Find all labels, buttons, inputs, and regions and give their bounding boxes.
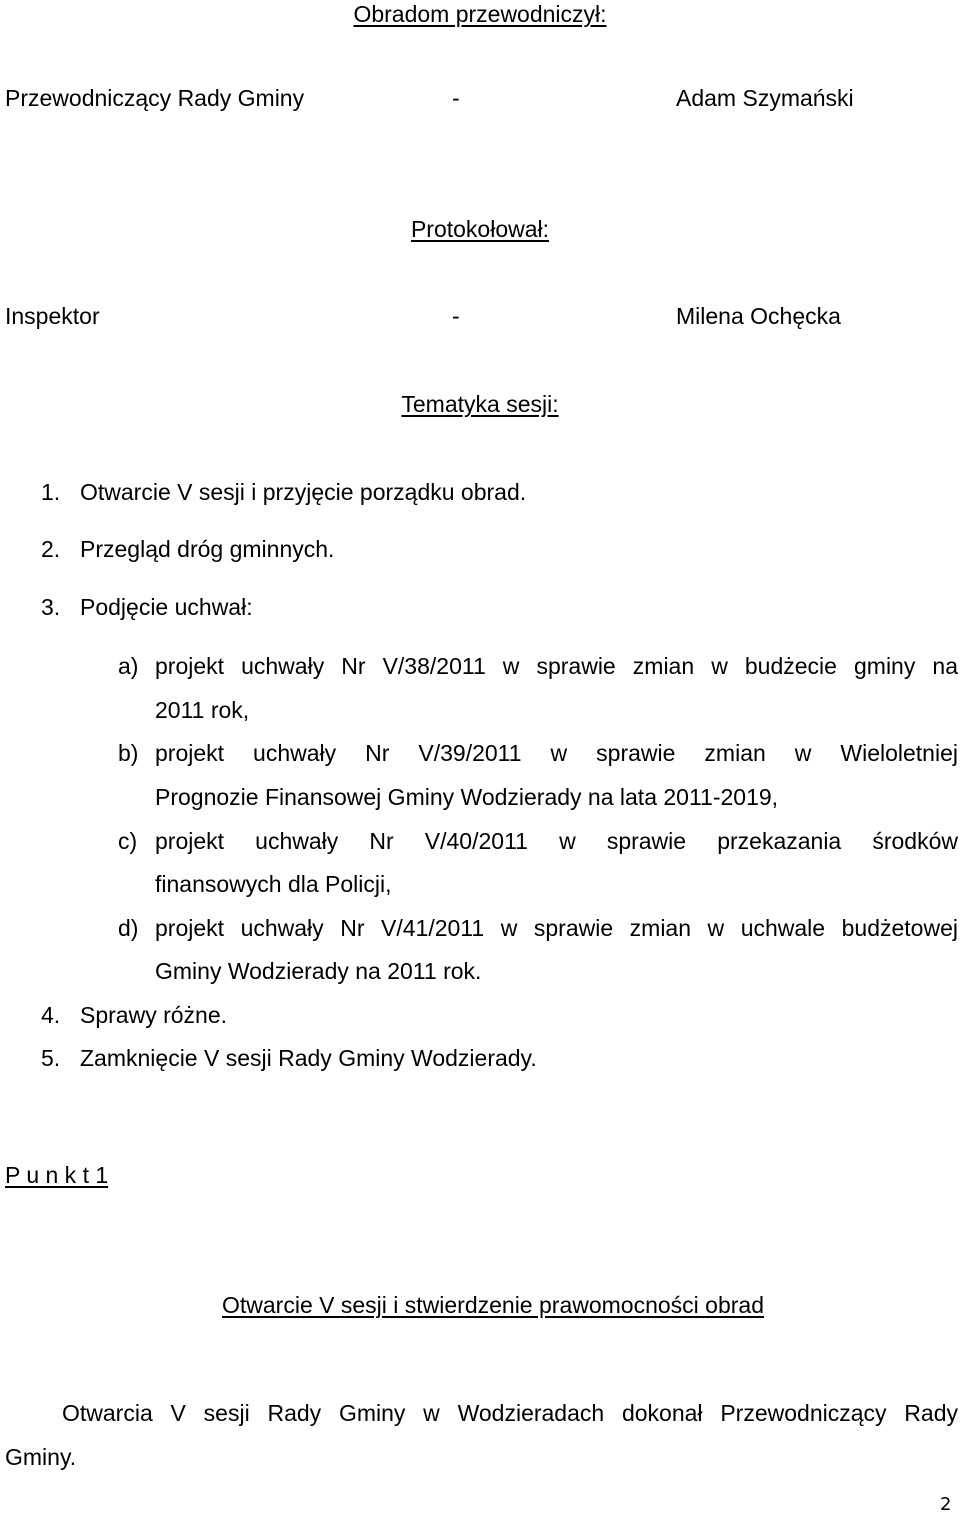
resolution-line: projekt uchwały Nr V/41/2011 w sprawie zmian w uchwale budżetowej: [155, 915, 958, 941]
resolution-line: projekt uchwały Nr V/38/2011 w sprawie zmian w budżecie gminy na: [155, 653, 958, 679]
resolution-letter: c): [118, 828, 138, 854]
chair-role: Przewodniczący Rady Gminy: [5, 85, 305, 111]
recorder-heading: Protokołował:: [410, 216, 550, 242]
punkt-heading: P u n k t 1: [5, 1162, 109, 1188]
resolution-letter: a): [118, 653, 139, 679]
recorder-role: Inspektor: [5, 303, 100, 329]
paragraph-line: Otwarcia V sesji Rady Gminy w Wodzieradach dokonał Przewodniczący Rady: [62, 1400, 958, 1426]
resolution-line: projekt uchwały Nr V/40/2011 w sprawie przekazania środków: [155, 828, 958, 854]
agenda-item-text: Sprawy różne.: [80, 1002, 228, 1028]
resolution-line: finansowych dla Policji,: [155, 871, 392, 897]
resolution-letter: d): [118, 915, 139, 941]
agenda-item-number: 1.: [41, 479, 61, 505]
resolution-letter: b): [118, 740, 139, 766]
agenda-item-text: Podjęcie uchwał:: [80, 594, 253, 620]
agenda-item-number: 3.: [41, 594, 61, 620]
resolution-line: Gminy Wodzierady na 2011 rok.: [155, 958, 482, 984]
resolution-line: 2011 rok,: [155, 697, 250, 723]
chair-heading: Obradom przewodniczył:: [353, 1, 607, 27]
page-number: 2: [940, 1494, 952, 1515]
recorder-name: Milena Ochęcka: [676, 303, 841, 329]
paragraph-line: Gminy.: [5, 1444, 77, 1470]
agenda-item-number: 2.: [41, 536, 61, 562]
recorder-dash: -: [452, 303, 460, 329]
agenda-item-number: 5.: [41, 1045, 61, 1071]
chair-dash: -: [452, 85, 460, 111]
resolution-line: Prognozie Finansowej Gminy Wodzierady na lata 2011-2019,: [155, 784, 779, 810]
agenda-item-number: 4.: [41, 1002, 61, 1028]
section-title: Otwarcie V sesji i stwierdzenie prawomocności obrad: [222, 1292, 764, 1318]
agenda-item-text: Przegląd dróg gminnych.: [80, 536, 335, 562]
resolution-line: projekt uchwały Nr V/39/2011 w sprawie zmian w Wieloletniej: [155, 740, 958, 766]
agenda-heading: Tematyka sesji:: [401, 391, 559, 417]
chair-name: Adam Szymański: [676, 85, 854, 111]
agenda-item-text: Otwarcie V sesji i przyjęcie porządku obrad.: [80, 479, 527, 505]
agenda-item-text: Zamknięcie V sesji Rady Gminy Wodzierady.: [80, 1045, 537, 1071]
